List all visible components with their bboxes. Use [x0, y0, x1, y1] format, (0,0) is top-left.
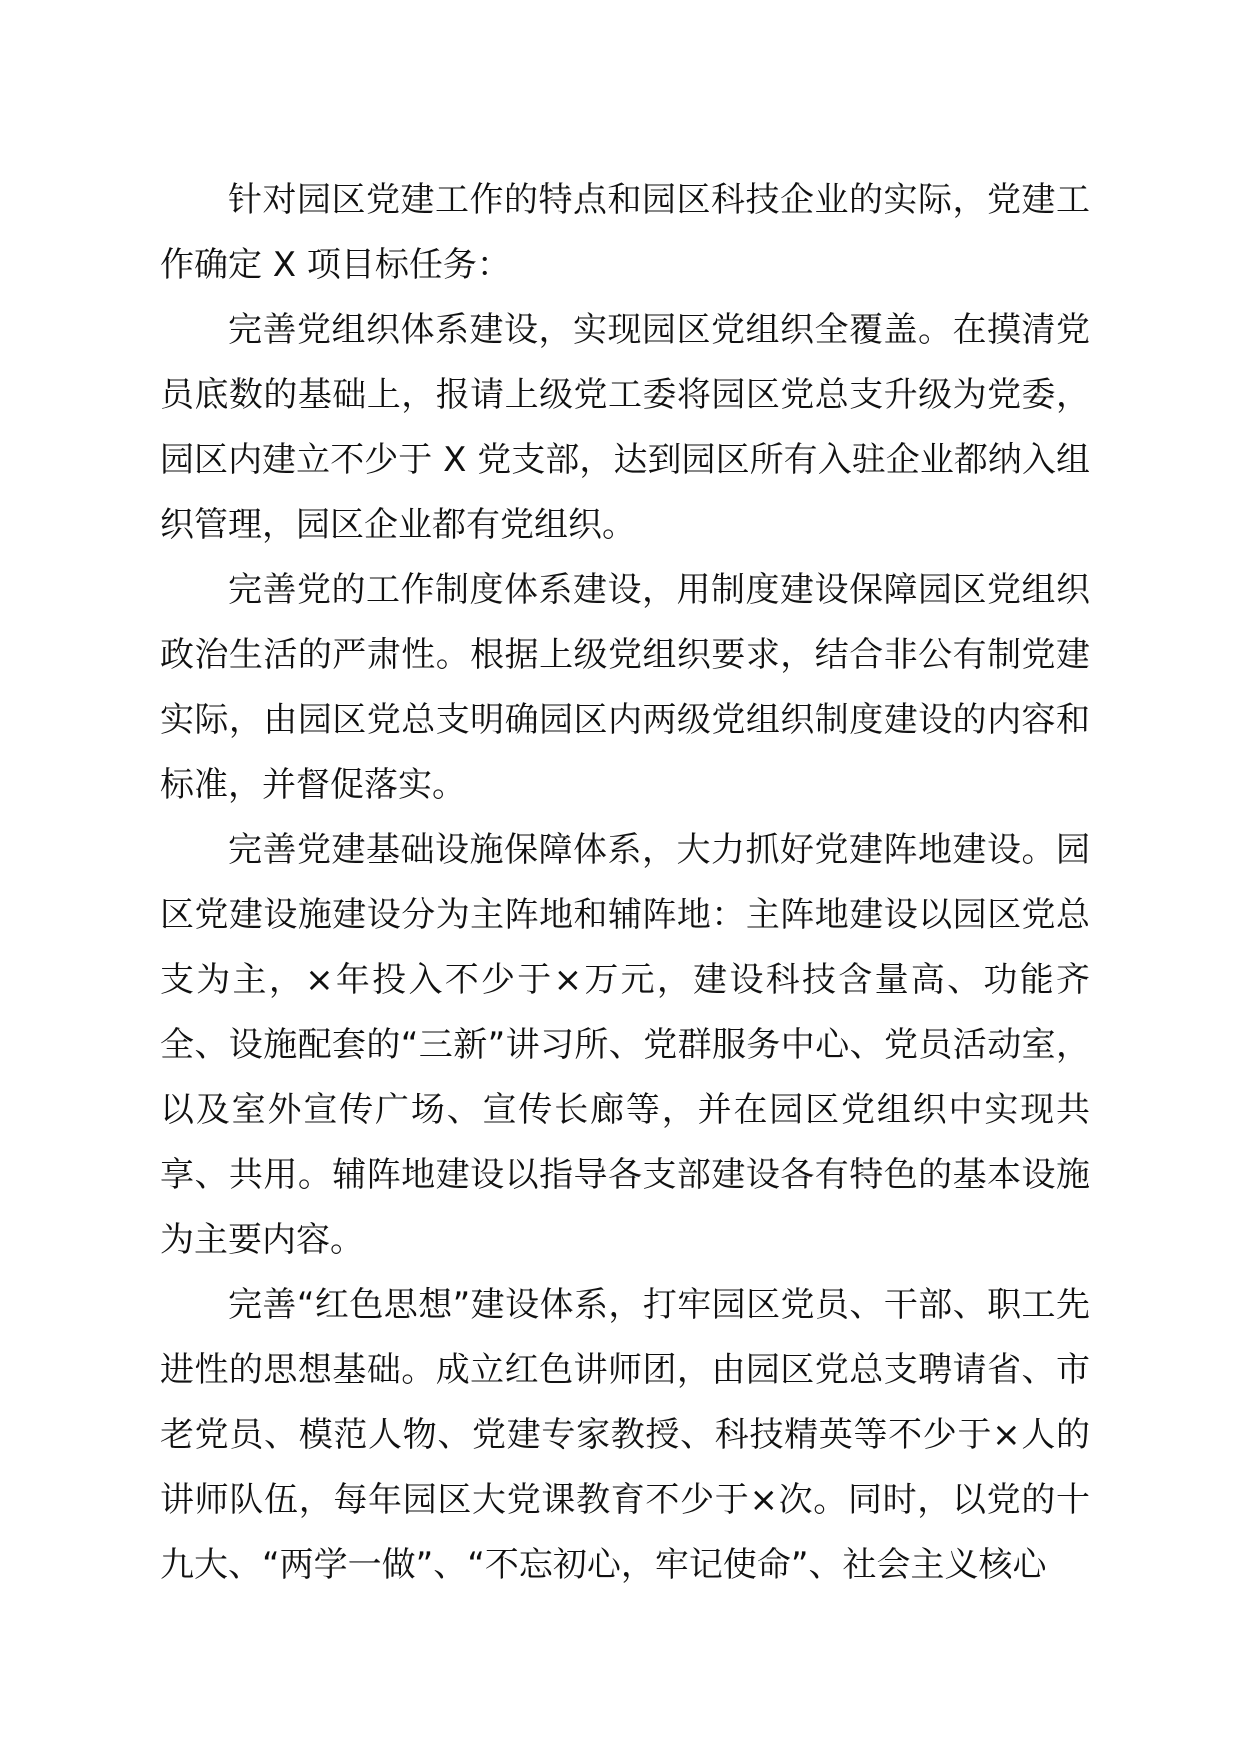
paragraph-work-system: 完善党的工作制度体系建设，用制度建设保障园区党组织政治生活的严肃性。根据上级党组织要求，结合非公有制党建实际，由园区党总支明确园区内两级党组织制度建设的内容和标准，并督促落实。	[160, 570, 1090, 805]
paragraph-red-thought: 完善“红色思想”建设体系，打牢园区党员、干部、职工先进性的思想基础。成立红色讲师团，由园区党总支聘请省、市老党员、模范人物、党建专家教授、科技精英等不少于×人的讲师队伍，每年园区大党课教育不少于×次。同时，以党的十九大、“两学一做”、“不忘初心，牢记使命”、社会主义核心	[160, 1285, 1090, 1585]
document-page	[160, 168, 1090, 1598]
paragraph-infrastructure: 完善党建基础设施保障体系，大力抓好党建阵地建设。园区党建设施建设分为主阵地和辅阵地：主阵地建设以园区党总支为主，×年投入不少于×万元，建设科技含量高、功能齐全、设施配套的“三新”讲习所、党群服务中心、党员活动室，以及室外宣传广场、宣传长廊等，并在园区党组织中实现共享、共用。辅阵地建设以指导各支部建设各有特色的基本设施为主要内容。	[160, 830, 1090, 1260]
paragraph-organization-system: 完善党组织体系建设，实现园区党组织全覆盖。在摸清党员底数的基础上，报请上级党工委将园区党总支升级为党委，园区内建立不少于 X 党支部，达到园区所有入驻企业都纳入组织管理，园区企业都有党组织。	[160, 310, 1090, 545]
paragraph-intro: 针对园区党建工作的特点和园区科技企业的实际，党建工作确定 X 项目标任务：	[160, 180, 1090, 285]
